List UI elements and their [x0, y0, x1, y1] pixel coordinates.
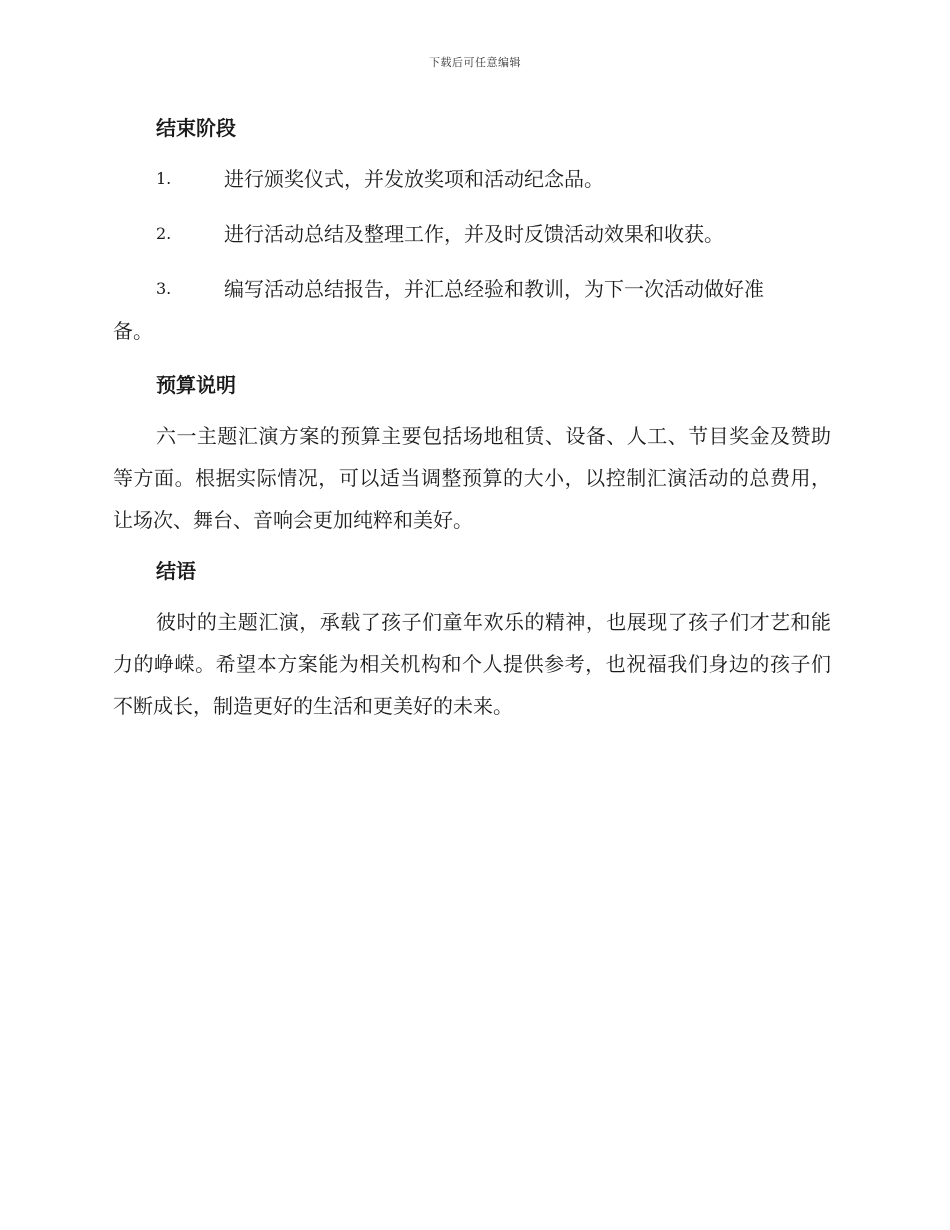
list-item-text: 进行活动总结及整理工作，并及时反馈活动效果和收获。 — [224, 222, 724, 246]
list-item-number: 1. — [156, 169, 172, 188]
list-item-text: 编写活动总结报告，并汇总经验和教训，为下一次活动做好准 — [224, 277, 764, 301]
section-heading-budget: 预算说明 — [156, 373, 236, 397]
page-header: 下载后可任意编辑 — [429, 56, 521, 69]
list-item — [113, 268, 831, 352]
list-item — [113, 213, 831, 255]
budget-paragraph: 六一主题汇演方案的预算主要包括场地租赁、设备、人工、节目奖金及赞助等方面。根据实际情况，可以适当调整预算的大小，以控制汇演活动的总费用，让场次、舞台、音响会更加纯粹和美好。 — [113, 424, 831, 532]
section-heading-end-stage: 结束阶段 — [156, 116, 236, 140]
list-item-number: 3. — [156, 279, 172, 298]
section-heading-conclusion: 结语 — [156, 559, 196, 583]
document-content — [113, 108, 831, 737]
list-item — [113, 158, 831, 200]
list-item-continuation: 备。 — [113, 319, 153, 343]
list-item-text: 进行颁奖仪式，并发放奖项和活动纪念品。 — [224, 167, 604, 191]
conclusion-paragraph: 彼时的主题汇演，承载了孩子们童年欢乐的精神，也展现了孩子们才艺和能力的峥嵘。希望本方案能为相关机构和个人提供参考，也祝福我们身边的孩子们不断成长，制造更好的生活和更美好的未来。 — [113, 610, 831, 718]
list-item-number: 2. — [156, 224, 172, 243]
